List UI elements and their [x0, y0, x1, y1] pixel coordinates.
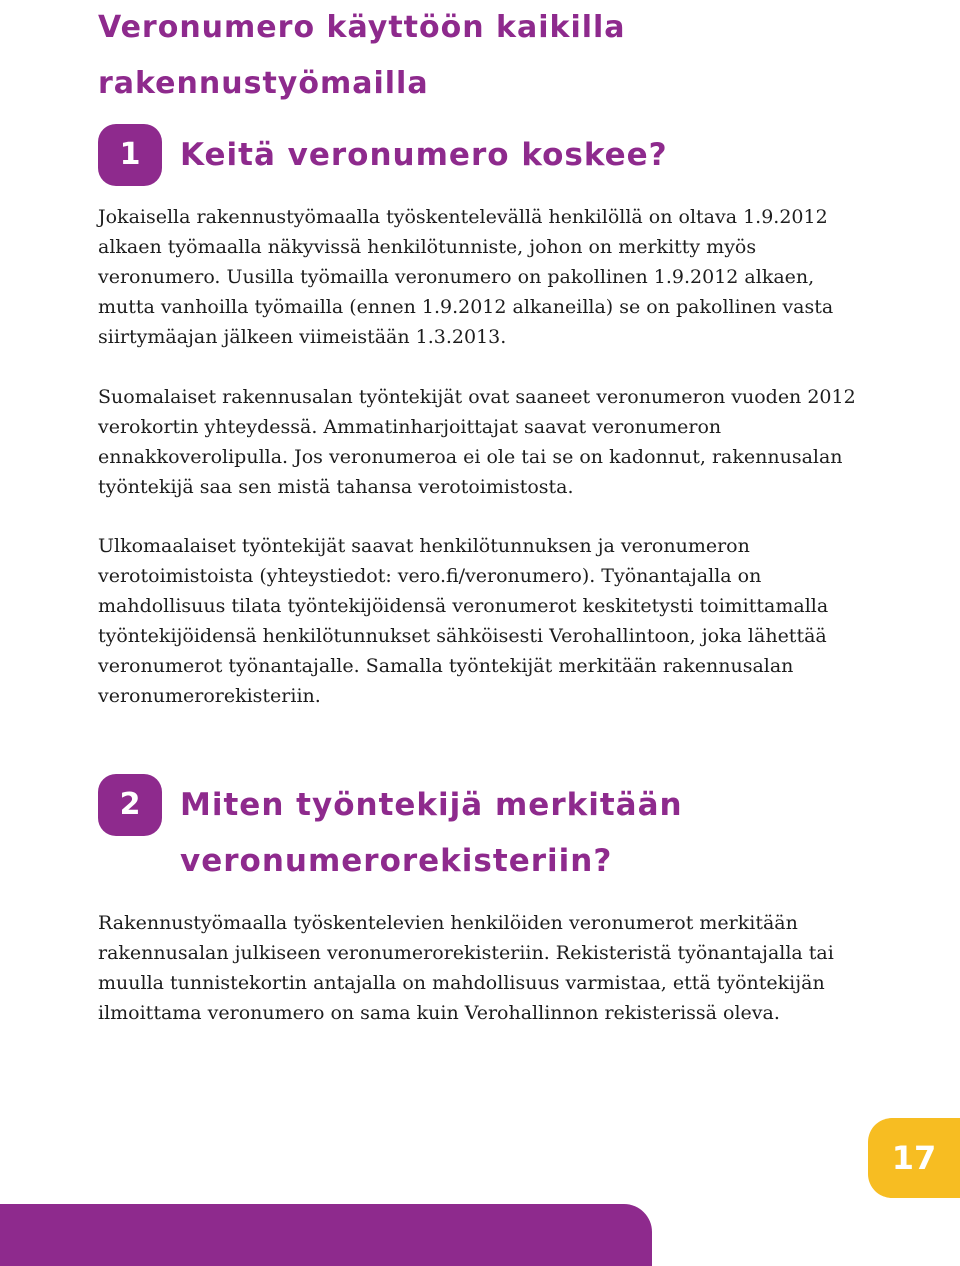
- section-number-badge: 2: [98, 774, 162, 836]
- body-paragraph: Rakennustyömaalla työskentelevien henkilöiden veronumerot merkitään rakennusalan julkiseen veronumerorekisteriin. Rekisteristä työnantajalla tai muulla tunnistekortin antajalla on mahdollisuus varmistaa, että työntekijän ilmoittama veronumero on sama kuin Verohallinnon rekisterissä oleva.: [98, 912, 834, 1024]
- section-number-badge: 1: [98, 124, 162, 186]
- footer-bar: [0, 1204, 652, 1266]
- section-title: Miten työntekijä merkitään veronumerorekisteriin?: [180, 787, 683, 879]
- body-paragraph: Ulkomaalaiset työntekijät saavat henkilötunnuksen ja veronumeron verotoimistoista (yhteystiedot: vero.fi/veronumero). Työnantajalla on mahdollisuus tilata työntekijöidensä veronumerot keskitetysti toimittamalla työntekijöidensä henkilötunnukset sähköisesti Verohallintoon, joka lähettää veronumerot työnantajalle. Samalla työntekijät merkitään rakennusalan veronumerorekisteriin.: [98, 535, 829, 707]
- page-number: 17: [868, 1118, 960, 1198]
- section-title: Keitä veronumero koskee?: [180, 137, 668, 173]
- body-paragraph: Jokaisella rakennustyömaalla työskentelevällä henkilöllä on oltava 1.9.2012 alkaen työmaalla näkyvissä henkilötunniste, johon on merkitty myös veronumero. Uusilla työmailla veronumero on pakollinen 1.9.2012 alkaen, mutta vanhoilla työmailla (ennen 1.9.2012 alkaneilla) se on pakollinen vasta siirtymäajan jälkeen viimeistään 1.3.2013.: [98, 206, 834, 348]
- body-paragraph: Suomalaiset rakennusalan työntekijät ovat saaneet veronumeron vuoden 2012 verokortin yhteydessä. Ammatinharjoittajat saavat veronumeron ennakkoverolipulla. Jos veronumeroa ei ole tai se on kadonnut, rakennusalan työntekijä saa sen mistä tahansa verotoimistosta.: [98, 386, 856, 498]
- page-title: Veronumero käyttöön kaikilla rakennustyömailla: [98, 10, 626, 101]
